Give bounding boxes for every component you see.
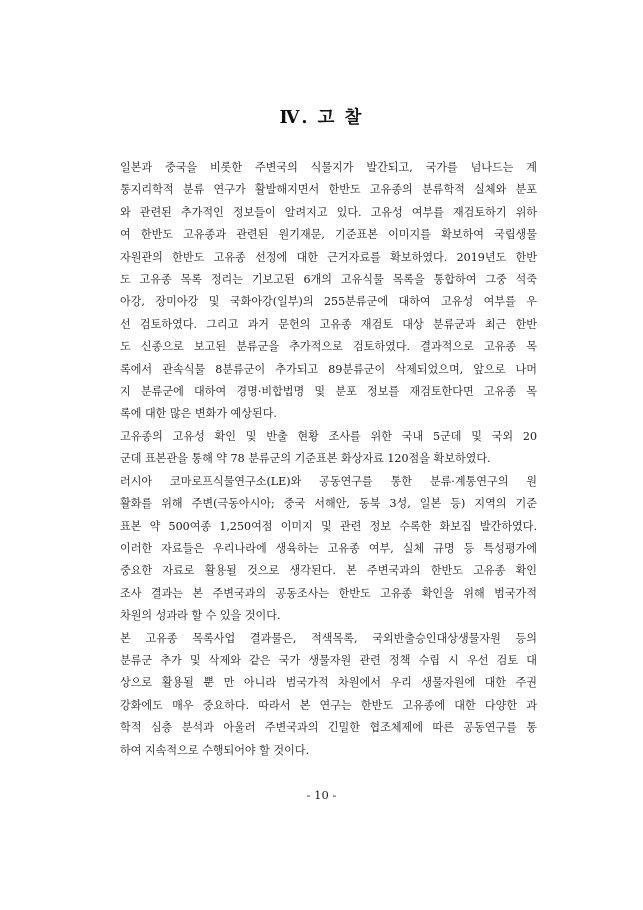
text-line: 록에서 관속식물 8분류군이 추가되고 89분류군이 삭제되었으며, 앞으로 나머 <box>120 362 537 376</box>
text-line: 지 분류군에 대하여 경명·비합법명 및 분포 정보를 재검토한다면 고유종 목 <box>120 385 537 399</box>
text-line: 하여 지속적으로 수행되어야 할 것이다. <box>120 743 310 757</box>
text-line: 일본과 중국을 비롯한 주변국의 식물지가 발간되고, 국가를 넘나드는 계 <box>120 161 537 174</box>
paragraph <box>109 471 537 628</box>
text-line: 여 한반도 고유종과 관련된 원기재문, 기준표본 이미지를 확보하여 국립생물 <box>120 228 537 242</box>
text-line: 본 고유종 목록사업 결과물은, 적색목록, 국외반출승인대상생물자원 등의 <box>120 631 537 645</box>
text-line: 도 고유종 목록 정리는 기보고된 6개의 고유식물 목록을 통합하여 그중 석죽 <box>120 273 537 287</box>
paragraph <box>109 628 537 762</box>
text-line: 와 관련된 추가적인 정보들이 알려지고 있다. 고유성 여부를 재검토하기 위하 <box>120 205 537 219</box>
text-line: 차원의 성과라 할 수 있을 것이다. <box>120 609 281 623</box>
text-line: 도 신종으로 보고된 분류군을 추가적으로 검토하였다. 결과적으로 고유종 목 <box>120 340 537 354</box>
paragraph <box>109 157 537 426</box>
text-line: 중요한 자료로 활용될 것으로 생각된다. 본 주변국과의 한반도 고유종 확인 <box>120 564 537 578</box>
text-line: 러시아 코마로프식물연구소(LE)와 공동연구를 통한 분류·계통연구의 원 <box>120 474 537 488</box>
text-line: 상으로 활용될 뿐 만 아니라 범국가적 차원에서 우리 생물자원에 대한 주권 <box>120 676 537 690</box>
text-line: 아강, 장미아강 및 국화아강(일부)의 255분류군에 대하여 고유성 여부를 우 <box>120 295 537 309</box>
text-line: 강화에도 매우 중요하다. 따라서 본 연구는 한반도 고유종에 대한 다양한 과 <box>120 698 537 712</box>
text-line: 이러한 자료들은 우리나라에 생육하는 고유종 여부, 실체 규명 등 특성평가에 <box>120 541 537 555</box>
paragraph <box>109 426 537 471</box>
text-line: 활화를 위해 주변(극동아시아; 중국 서해안, 동북 3성, 일본 등) 지역의 기준 <box>120 497 537 511</box>
text-line: 분류군 추가 및 삭제와 같은 국가 생물자원 관련 정책 수립 시 우선 검토 대 <box>120 653 537 667</box>
text-line: 학적 심층 분석과 아울러 주변국과의 긴밀한 협조체제에 따른 공동연구를 통 <box>120 721 537 735</box>
text-line: 군데 표본관을 통해 약 78 분류군의 기준표본 화상자료 120점을 확보하였다. <box>120 452 491 466</box>
text-line: 통지리학적 분류 연구가 활발해지면서 한반도 고유종의 분류학적 실체와 분포 <box>120 183 537 197</box>
section-title: Ⅳ. 고 찰 <box>279 108 364 128</box>
page-number: - 10 - <box>306 788 337 802</box>
text-line: 표본 약 500여종 1,250여점 이미지 및 관련 정보 수록한 화보집 발간하였다. <box>120 519 537 533</box>
text-line: 고유종의 고유성 확인 및 반출 현황 조사를 위한 국내 5군데 및 국외 20 <box>120 429 537 443</box>
text-line: 선 검토하였다. 그리고 과거 문헌의 고유종 재검토 대상 분류군과 최근 한반 <box>120 317 537 331</box>
text-line: 조사 결과는 본 주변국과의 공동조사는 한반도 고유종 확인을 위해 범국가적 <box>120 586 537 600</box>
text-line: 자원관의 한반도 고유종 선정에 대한 근거자료를 확보하였다. 2019년도 한반 <box>120 250 537 264</box>
body-text <box>109 157 537 762</box>
text-line: 록에 대한 많은 변화가 예상된다. <box>120 407 277 421</box>
